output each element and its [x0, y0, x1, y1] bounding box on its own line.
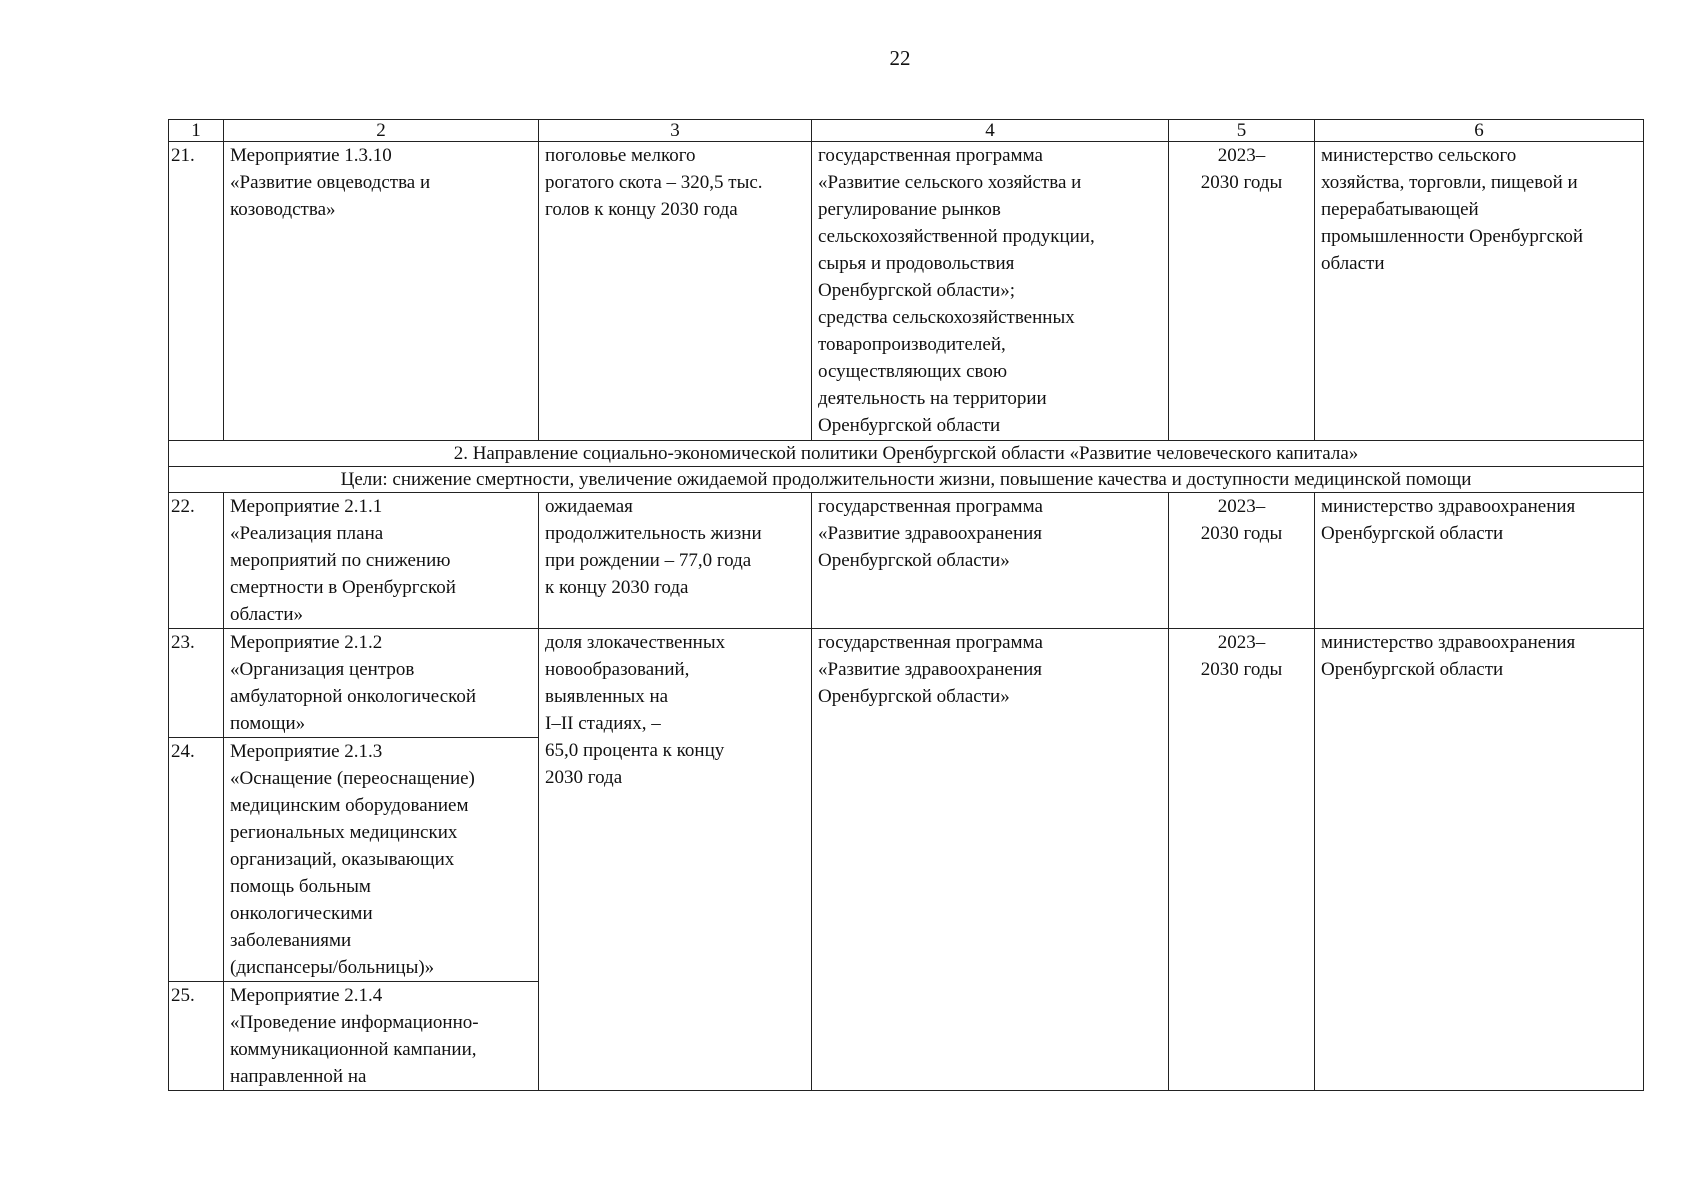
cell-line: «Проведение информационно- — [230, 1012, 479, 1033]
cell-line: «Развитие сельского хозяйства и — [818, 172, 1082, 193]
goals-row — [169, 467, 1644, 493]
cell-line: коммуникационной кампании, — [230, 1039, 477, 1060]
cell-line: 65,0 процента к концу — [545, 740, 725, 761]
period-cell — [1169, 493, 1315, 629]
period-cell — [1169, 142, 1315, 441]
cell-line: голов к концу 2030 года — [545, 199, 738, 220]
event-cell — [224, 629, 539, 738]
cell-line: амбулаторной онкологической — [230, 686, 477, 707]
cell-line: Мероприятие 2.1.1 — [230, 496, 383, 517]
source-cell — [812, 629, 1169, 1091]
column-header: 6 — [1315, 120, 1644, 142]
cell-line: Оренбургской области» — [818, 550, 1010, 571]
event-cell — [224, 493, 539, 629]
cell-line: онкологическими — [230, 903, 373, 924]
cell-line: 2023– — [1217, 632, 1266, 653]
row-number: 22. — [169, 493, 224, 629]
cell-line: помощь больным — [230, 876, 371, 897]
cell-line: медицинским оборудованием — [230, 795, 469, 816]
cell-line: Мероприятие 2.1.3 — [230, 741, 383, 762]
measures-table — [168, 119, 1644, 1091]
cell-line: «Оснащение (переоснащение) — [230, 768, 475, 789]
cell-line: региональных медицинских — [230, 822, 458, 843]
cell-line: области — [1321, 253, 1385, 274]
cell-line: к концу 2030 года — [545, 577, 689, 598]
goals-text: Цели: снижение смертности, увеличение ожидаемой продолжительности жизни, повышение качества и доступности медицинской помощи — [169, 467, 1644, 493]
executor-cell — [1315, 142, 1644, 441]
cell-line: министерство сельского — [1321, 145, 1517, 166]
cell-line: хозяйства, торговли, пищевой и — [1321, 172, 1578, 193]
row-number: 21. — [169, 142, 224, 441]
cell-line: выявленных на — [545, 686, 669, 707]
cell-line: товаропроизводителей, — [818, 334, 1006, 355]
cell-line: Мероприятие 2.1.4 — [230, 985, 383, 1006]
cell-line: 2030 годы — [1200, 659, 1283, 680]
cell-line: «Развитие овцеводства и — [230, 172, 431, 193]
executor-cell — [1315, 629, 1644, 1091]
cell-line: средства сельскохозяйственных — [818, 307, 1075, 328]
cell-line: Оренбургской области»; — [818, 280, 1015, 301]
event-cell — [224, 142, 539, 441]
indicator-cell — [539, 142, 812, 441]
row-number: 25. — [169, 982, 224, 1091]
cell-line: 2030 года — [545, 767, 623, 788]
section-row — [169, 441, 1644, 467]
cell-line: «Реализация плана — [230, 523, 384, 544]
cell-line: продолжительность жизни — [545, 523, 762, 544]
cell-line: государственная программа — [818, 145, 1043, 166]
cell-line: 2030 годы — [1200, 172, 1283, 193]
event-cell — [224, 982, 539, 1091]
row-number: 23. — [169, 629, 224, 738]
cell-line: заболеваниями — [230, 930, 352, 951]
cell-line: государственная программа — [818, 632, 1043, 653]
cell-line: доля злокачественных — [545, 632, 726, 653]
cell-line: I–II стадиях, – — [545, 713, 661, 734]
executor-cell — [1315, 493, 1644, 629]
cell-line: сельскохозяйственной продукции, — [818, 226, 1095, 247]
column-header: 3 — [539, 120, 812, 142]
table-row — [169, 629, 1644, 738]
page-number: 22 — [889, 46, 911, 70]
cell-line: при рождении – 77,0 года — [545, 550, 752, 571]
cell-line: Оренбургской области — [1321, 523, 1504, 544]
cell-line: Оренбургской области» — [818, 686, 1010, 707]
cell-line: сырья и продовольствия — [818, 253, 1015, 274]
source-cell — [812, 493, 1169, 629]
cell-line: организаций, оказывающих — [230, 849, 455, 870]
indicator-cell — [539, 629, 812, 1091]
cell-line: поголовье мелкого — [545, 145, 696, 166]
section-title: 2. Направление социально-экономической политики Оренбургской области «Развитие человеческого капитала» — [169, 441, 1644, 467]
cell-line: Оренбургской области — [1321, 659, 1504, 680]
cell-line: «Развитие здравоохранения — [818, 659, 1043, 680]
cell-line: рогатого скота – 320,5 тыс. — [545, 172, 763, 193]
cell-line: помощи» — [230, 713, 306, 734]
source-cell — [812, 142, 1169, 441]
cell-line: смертности в Оренбургской — [230, 577, 456, 598]
column-header: 1 — [169, 120, 224, 142]
column-header: 2 — [224, 120, 539, 142]
period-cell — [1169, 629, 1315, 1091]
cell-line: ожидаемая — [545, 496, 633, 517]
cell-line: Мероприятие 2.1.2 — [230, 632, 383, 653]
cell-line: мероприятий по снижению — [230, 550, 451, 571]
cell-line: промышленности Оренбургской — [1321, 226, 1584, 247]
cell-line: деятельность на территории — [818, 388, 1047, 409]
cell-line: козоводства» — [230, 199, 336, 220]
cell-line: регулирование рынков — [818, 199, 1001, 220]
cell-line: министерство здравоохранения — [1321, 496, 1576, 517]
cell-line: Оренбургской области — [818, 415, 1001, 436]
table-row — [169, 493, 1644, 629]
cell-line: (диспансеры/больницы)» — [230, 957, 435, 978]
cell-line: государственная программа — [818, 496, 1043, 517]
event-cell — [224, 738, 539, 982]
indicator-cell — [539, 493, 812, 629]
column-header: 4 — [812, 120, 1169, 142]
cell-line: новообразований, — [545, 659, 690, 680]
column-header-row — [169, 120, 1644, 142]
column-header: 5 — [1169, 120, 1315, 142]
row-number: 24. — [169, 738, 224, 982]
cell-line: «Развитие здравоохранения — [818, 523, 1043, 544]
cell-line: области» — [230, 604, 304, 625]
cell-line: Мероприятие 1.3.10 — [230, 145, 392, 166]
cell-line: осуществляющих свою — [818, 361, 1008, 382]
cell-line: направленной на — [230, 1066, 367, 1087]
cell-line: министерство здравоохранения — [1321, 632, 1576, 653]
cell-line: 2023– — [1217, 145, 1266, 166]
cell-line: 2030 годы — [1200, 523, 1283, 544]
table-row — [169, 142, 1644, 441]
cell-line: «Организация центров — [230, 659, 415, 680]
cell-line: 2023– — [1217, 496, 1266, 517]
cell-line: перерабатывающей — [1321, 199, 1479, 220]
